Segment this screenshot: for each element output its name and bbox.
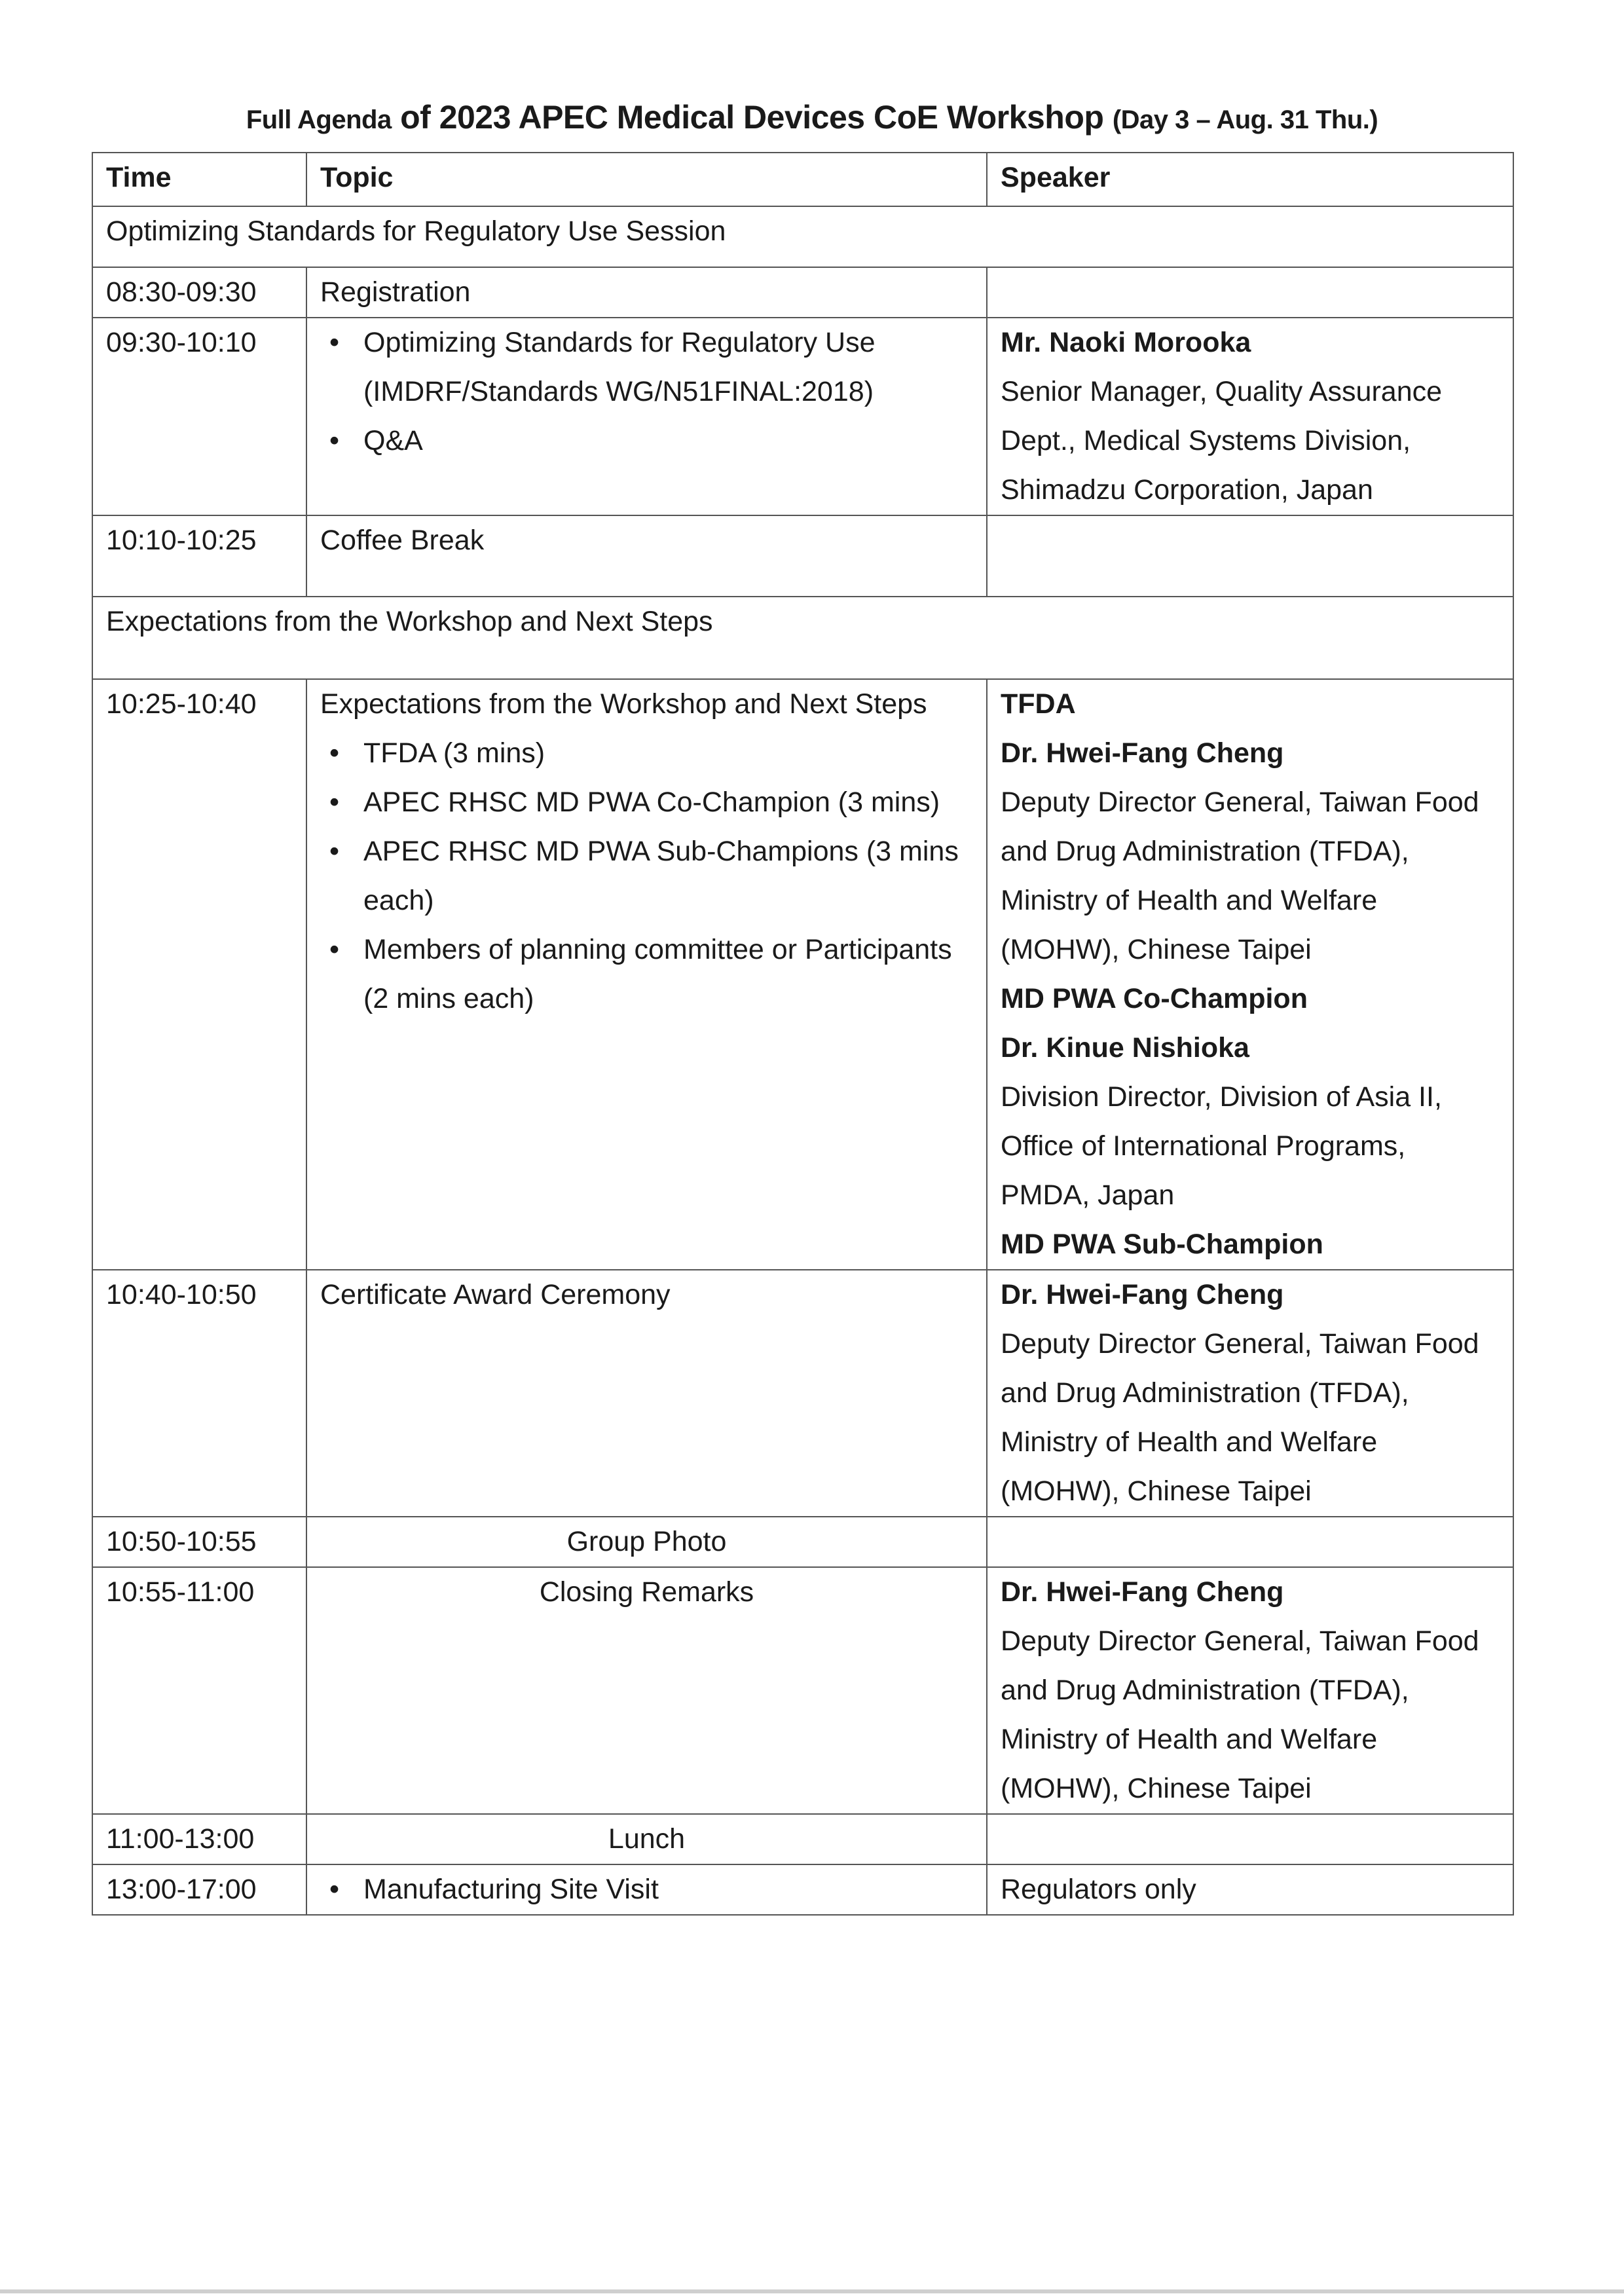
session-row <box>92 597 1513 679</box>
speaker-cell <box>987 318 1513 515</box>
time-cell: 08:30-09:30 <box>92 267 306 318</box>
topic-cell: Certificate Award Ceremony <box>306 1270 987 1517</box>
topic-cell <box>306 1864 987 1915</box>
session-title: Optimizing Standards for Regulatory Use Session <box>92 206 1513 267</box>
speaker-name: Dr. Hwei-Fang Cheng <box>1001 1279 1284 1310</box>
page-title <box>92 98 1532 136</box>
table-row <box>92 1517 1513 1567</box>
topic-cell <box>306 679 987 1270</box>
table-row <box>92 318 1513 515</box>
time-cell: 09:30-10:10 <box>92 318 306 515</box>
topic-bullet-list <box>320 1865 973 1914</box>
speaker-name: Dr. Hwei-Fang Cheng <box>1001 1576 1284 1608</box>
speaker-cell <box>987 515 1513 597</box>
speaker-cell <box>987 267 1513 318</box>
time-cell: 10:50-10:55 <box>92 1517 306 1567</box>
speaker-cell <box>987 1517 1513 1567</box>
table-row <box>92 1270 1513 1517</box>
agenda-table <box>92 152 1514 1916</box>
table-row <box>92 515 1513 597</box>
speaker-affiliation: Deputy Director General, Taiwan Food and Drug Administration (TFDA), Ministry of Health and Welfare (MOHW), Chinese Taipei <box>1001 1328 1479 1507</box>
speaker-name: Mr. Naoki Morooka <box>1001 327 1251 358</box>
scan-edge <box>0 2289 1624 2293</box>
topic-bullet-list <box>320 318 973 466</box>
table-row <box>92 267 1513 318</box>
list-item: • Members of planning committee or Participants (2 mins each) <box>320 925 973 1024</box>
table-row <box>92 1864 1513 1915</box>
topic-cell: Coffee Break <box>306 515 987 597</box>
topic-cell: Group Photo <box>306 1517 987 1567</box>
speaker-name: Dr. Kinue Nishioka <box>1001 1032 1249 1064</box>
time-cell: 10:25-10:40 <box>92 679 306 1270</box>
title-prefix: Full Agenda <box>246 105 392 134</box>
topic-heading: Expectations from the Workshop and Next Steps <box>320 688 927 720</box>
topic-cell <box>306 318 987 515</box>
list-item: • APEC RHSC MD PWA Co-Champion (3 mins) <box>320 778 973 827</box>
title-suffix: (Day 3 – Aug. 31 Thu.) <box>1112 105 1378 134</box>
time-cell: 10:40-10:50 <box>92 1270 306 1517</box>
speaker-name: Dr. Hwei-Fang Cheng <box>1001 737 1284 769</box>
speaker-org: MD PWA Sub-Champion <box>1001 1229 1323 1260</box>
speaker-affiliation: Deputy Director General, Taiwan Food and Drug Administration (TFDA), Ministry of Health and Welfare (MOHW), Chinese Taipei <box>1001 1625 1479 1804</box>
time-cell: 13:00-17:00 <box>92 1864 306 1915</box>
speaker-affiliation: Division Director, Division of Asia II, Office of International Programs, PMDA, Japan <box>1001 1081 1442 1211</box>
table-row <box>92 1567 1513 1814</box>
header-speaker: Speaker <box>987 153 1513 206</box>
speaker-cell <box>987 679 1513 1270</box>
speaker-cell <box>987 1270 1513 1517</box>
speaker-cell: Regulators only <box>987 1864 1513 1915</box>
time-cell: 10:10-10:25 <box>92 515 306 597</box>
list-item: • TFDA (3 mins) <box>320 729 973 778</box>
header-row <box>92 153 1513 206</box>
list-item: • Optimizing Standards for Regulatory Use (IMDRF/Standards WG/N51FINAL:2018) <box>320 318 973 417</box>
header-time: Time <box>92 153 306 206</box>
speaker-cell <box>987 1567 1513 1814</box>
header-topic: Topic <box>306 153 987 206</box>
topic-cell: Registration <box>306 267 987 318</box>
table-row <box>92 1814 1513 1864</box>
speaker-org: TFDA <box>1001 688 1076 720</box>
title-main: of 2023 APEC Medical Devices CoE Workshop <box>391 99 1113 136</box>
list-item: • Manufacturing Site Visit <box>320 1865 973 1914</box>
list-item: • APEC RHSC MD PWA Sub-Champions (3 mins each) <box>320 827 973 925</box>
topic-cell: Lunch <box>306 1814 987 1864</box>
session-row <box>92 206 1513 267</box>
topic-bullet-list <box>320 729 973 1024</box>
speaker-affiliation: Deputy Director General, Taiwan Food and Drug Administration (TFDA), Ministry of Health and Welfare (MOHW), Chinese Taipei <box>1001 787 1479 965</box>
table-row <box>92 679 1513 1270</box>
speaker-affiliation: Senior Manager, Quality Assurance Dept., Medical Systems Division, Shimadzu Corporation, Japan <box>1001 376 1443 506</box>
speaker-cell <box>987 1814 1513 1864</box>
time-cell: 11:00-13:00 <box>92 1814 306 1864</box>
time-cell: 10:55-11:00 <box>92 1567 306 1814</box>
list-item: • Q&A <box>320 417 973 466</box>
topic-cell: Closing Remarks <box>306 1567 987 1814</box>
speaker-org: MD PWA Co-Champion <box>1001 983 1308 1014</box>
session-title: Expectations from the Workshop and Next Steps <box>92 597 1513 679</box>
